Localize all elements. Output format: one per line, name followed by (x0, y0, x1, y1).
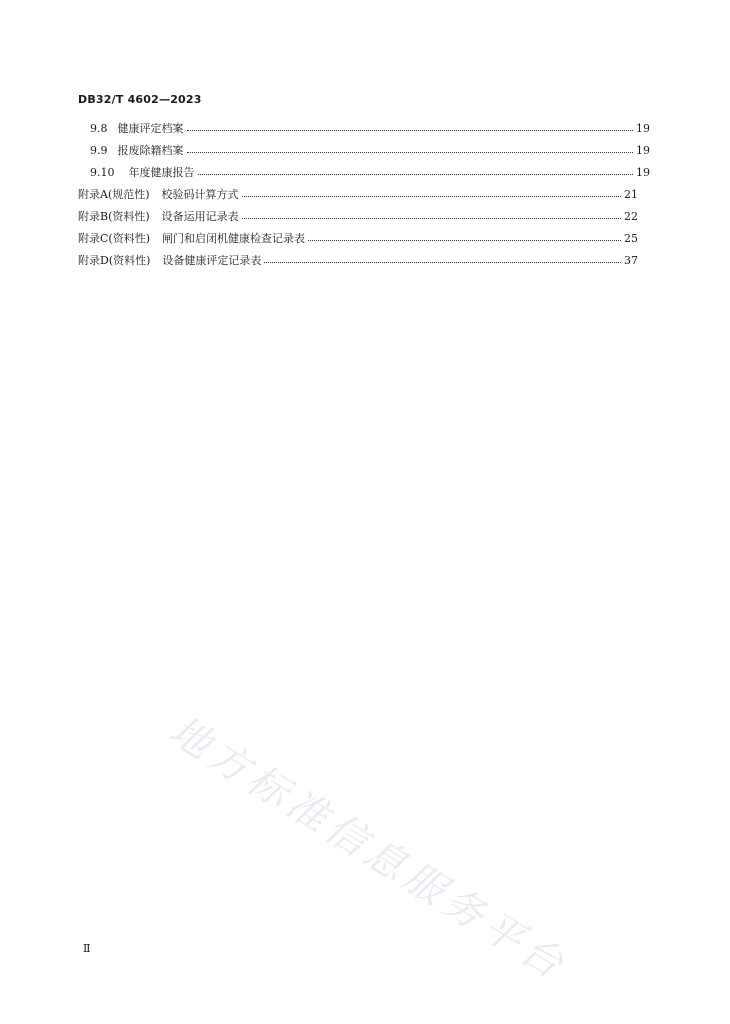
dot-leader (198, 174, 634, 175)
toc-entry-number: 附录C(资料性) (78, 232, 150, 245)
page-number: Ⅱ (83, 942, 91, 955)
toc-entry[interactable] (78, 162, 650, 182)
toc-entry[interactable] (78, 140, 650, 160)
document-id: DB32/T 4602—2023 (78, 93, 202, 106)
toc-entry-title: 年度健康报告 (128, 166, 195, 179)
toc-entry-title: 设备健康评定记录表 (162, 254, 262, 267)
toc-entry-page: 19 (636, 165, 650, 179)
toc-entry[interactable] (78, 228, 638, 248)
toc-entry-title: 校验码计算方式 (161, 188, 239, 201)
toc-entry-title: 健康评定档案 (117, 122, 184, 135)
watermark: 地方标准信息服务平台 (160, 707, 576, 991)
toc-entry-number: 9.10 (90, 165, 115, 179)
toc-entry[interactable] (78, 250, 638, 270)
dot-leader (242, 196, 621, 197)
toc-entry[interactable] (78, 184, 638, 204)
toc-entry-number: 9.8 (90, 121, 108, 135)
toc-entry-title: 报废除籍档案 (117, 144, 184, 157)
toc-entry-page: 19 (636, 143, 650, 157)
toc-entry-number: 附录B(资料性) (78, 210, 150, 223)
toc-entry-number: 附录D(资料性) (78, 254, 151, 267)
toc-entry[interactable] (78, 206, 638, 226)
dot-leader (187, 130, 634, 131)
toc-entry-page: 21 (624, 187, 638, 201)
toc-entry-number: 9.9 (90, 143, 108, 157)
toc-entry-page: 19 (636, 121, 650, 135)
dot-leader (264, 262, 621, 263)
dot-leader (242, 218, 621, 219)
toc-entry-number: 附录A(规范性) (78, 188, 150, 201)
dot-leader (187, 152, 634, 153)
toc-entry-title: 闸门和启闭机健康检查记录表 (162, 232, 305, 245)
toc-entry-title: 设备运用记录表 (161, 210, 239, 223)
dot-leader (308, 240, 621, 241)
toc-entry-page: 25 (624, 231, 638, 245)
toc-entry-page: 22 (624, 209, 638, 223)
toc-entry-page: 37 (624, 253, 638, 267)
toc-entry[interactable] (78, 118, 650, 138)
